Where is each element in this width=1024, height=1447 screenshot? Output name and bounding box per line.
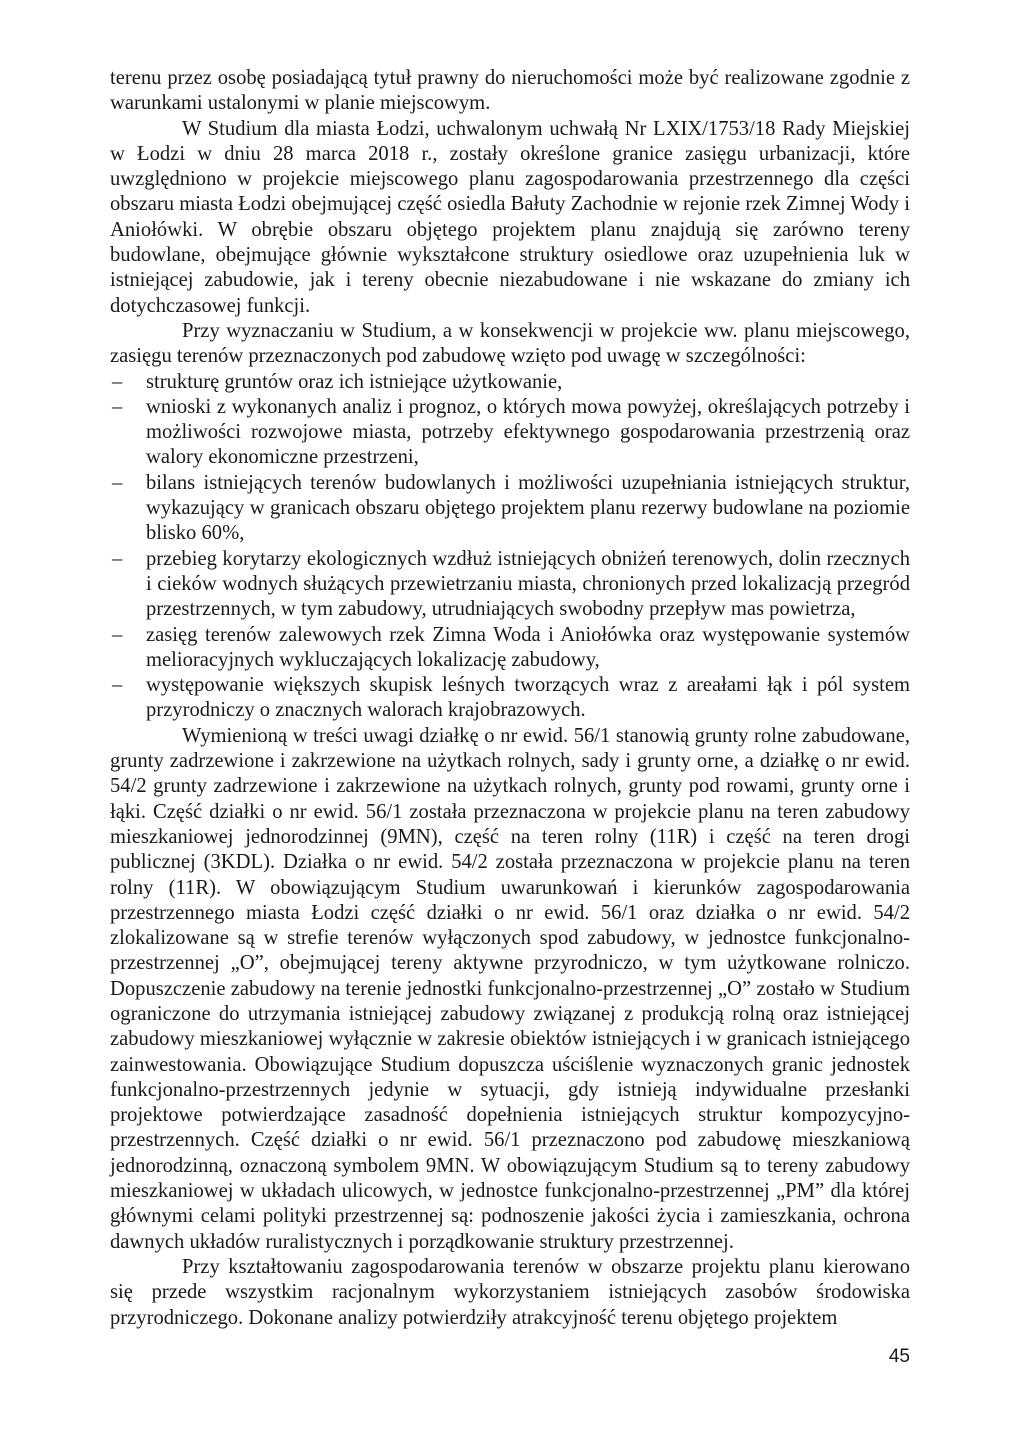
list-item-text: występowanie większych skupisk leśnych tworzących wraz z areałami łąk i pól system przyrodniczy o znacznych walorach krajobrazowych. (146, 674, 910, 722)
paragraph-criteria-intro: Przy wyznaczaniu w Studium, a w konsekwencji w projekcie ww. planu miejscowego, zasięgu terenów przeznaczonych pod zabudowę wzięto pod uwagę w szczególności: (110, 319, 910, 368)
document-body (110, 66, 910, 1331)
list-item (110, 370, 910, 395)
list-item (110, 623, 910, 674)
paragraph-continuation: terenu przez osobę posiadającą tytuł prawny do nieruchomości może być realizowane zgodnie z warunkami ustalonymi w planie miejscowym. (110, 67, 910, 115)
dash-marker: – (112, 370, 123, 393)
dash-marker: – (112, 674, 123, 697)
list-item (110, 395, 910, 471)
dash-marker: – (112, 471, 123, 494)
dash-marker: – (112, 395, 123, 418)
paragraph-parcel-analysis: Wymienioną w treści uwagi działkę o nr ewid. 56/1 stanowią grunty rolne zabudowane, grunty zadrzewione i zakrzewione na użytkach rolnych, sady i grunty orne, a działkę o nr ewid. 54/2 grunty zadrzewione i zakrzewione na użytkach rolnych, grunty pod rowami, grunty orne i łąki. Część działki o nr ewid. 56/1 została przeznaczona w projekcie planu na teren zabudowy mieszkaniowej jednorodzinnej (9MN), część na teren rolny (11R) i część na teren drogi publicznej (3KDL). Działka o nr ewid. 54/2 została przeznaczona w projekcie planu na teren rolny (11R). W obowiązującym Studium uwarunkowań i kierunków zagospodarowania przestrzennego miasta Łodzi część działki o nr ewid. 56/1 oraz działka o nr ewid. 54/2 zlokalizowane są w strefie terenów wyłączonych spod zabudowy, w jednostce funkcjonalno-przestrzennej „O”, obejmującej tereny aktywne przyrodniczo, w tym użytkowane rolniczo. Dopuszczenie zabudowy na terenie jednostki funkcjonalno-przestrzennej „O” zostało w Studium ograniczone do utrzymania istniejącej zabudowy związanej z produkcją rolną oraz istniejącej zabudowy mieszkaniowej wyłącznie w zakresie obiektów istniejących i w granicach istniejącego zainwestowania. Obowiązujące Studium dopuszcza uściślenie wyznaczonych granic jednostek funkcjonalno-przestrzennych jedynie w sytuacji, gdy istnieją indywidualne przesłanki projektowe potwierdzające zasadność dopełnienia istniejących struktur kompozycyjno-przestrzennych. Część działki o nr ewid. 56/1 przeznaczono pod zabudowę mieszkaniową jednorodzinną, oznaczoną symbolem 9MN. W obowiązującym Studium są to tereny zabudowy mieszkaniowej w układach ulicowych, w jednostce funkcjonalno-przestrzennej „PM” dla której głównymi celami polityki przestrzennej są: podnoszenie jakości życia i zamieszkania, ochrona dawnych układów ruralistycznych i porządkowanie struktury przestrzennej. (110, 724, 910, 1253)
list-item-text: bilans istniejących terenów budowlanych i możliwości uzupełniania istniejących struktur, wykazujący w granicach obszaru objętego projektem planu rezerwy budowlane na poziomie blisko 60%, (146, 471, 910, 545)
list-item-text: wnioski z wykonanych analiz i prognoz, o których mowa powyżej, określających potrzeby i możliwości rozwojowe miasta, potrzeby efektywnego gospodarowania przestrzenią oraz walory ekonomiczne przestrzeni, (146, 395, 910, 469)
list-item-text: zasięg terenów zalewowych rzek Zimna Woda i Aniołówka oraz występowanie systemów melioracyjnych wykluczających lokalizację zabudowy, (146, 623, 910, 671)
list-item (110, 673, 910, 724)
list-item-text: strukturę gruntów oraz ich istniejące użytkowanie, (146, 370, 563, 393)
criteria-list (110, 370, 910, 724)
paragraph-study-urbanization: W Studium dla miasta Łodzi, uchwalonym uchwałą Nr LXIX/1753/18 Rady Miejskiej w Łodzi w dniu 28 marca 2018 r., zostały określone granice zasięgu urbanizacji, które uwzględniono w projekcie miejscowego planu zagospodarowania przestrzennego dla części obszaru miasta Łodzi obejmującej część osiedla Bałuty Zachodnie w rejonie rzek Zimnej Wody i Aniołówki. W obrębie obszaru objętego projektem planu znajdują się zarówno tereny budowlane, obejmujące głównie wykształcone struktury osiedlowe oraz uzupełnienia luk w istniejącej zabudowie, jak i tereny obecnie niezabudowane i nie wskazane do zmiany ich dotychczasowej funkcji. (110, 117, 910, 317)
dash-marker: – (112, 547, 123, 570)
dash-marker: – (112, 623, 123, 646)
list-item (110, 471, 910, 547)
page-number: 45 (888, 1346, 910, 1367)
list-item (110, 547, 910, 623)
paragraph-development-shaping: Przy kształtowaniu zagospodarowania terenów w obszarze projektu planu kierowano się przede wszystkim racjonalnym wykorzystaniem istniejących zasobów środowiska przyrodniczego. Dokonane analizy potwierdziły atrakcyjność terenu objętego projektem (110, 1255, 910, 1329)
list-item-text: przebieg korytarzy ekologicznych wzdłuż istniejących obniżeń terenowych, dolin rzecznych i cieków wodnych służących przewietrzaniu miasta, chronionych przed lokalizacją przegród przestrzennych, w tym zabudowy, utrudniających swobodny przepływ mas powietrza, (146, 547, 910, 621)
